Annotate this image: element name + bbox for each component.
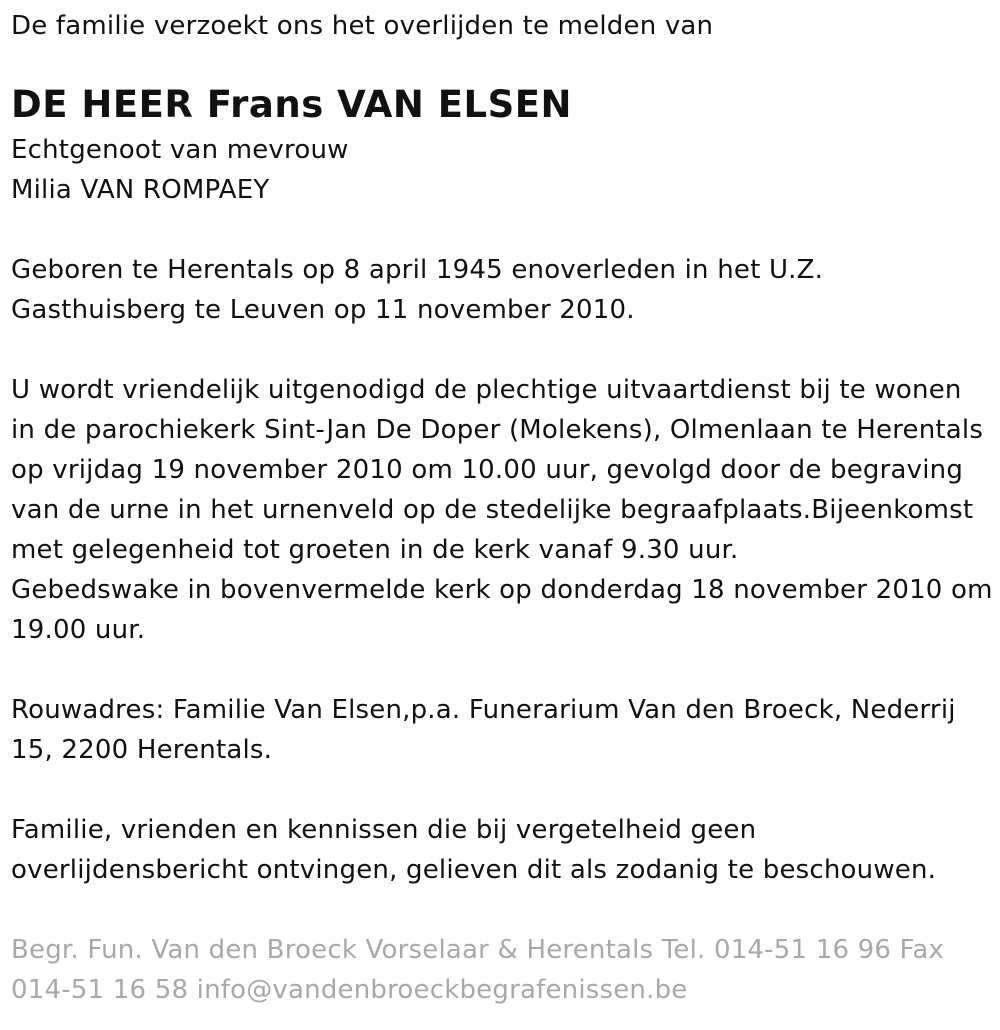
address-block xyxy=(11,690,996,770)
ceremony-line: met gelegenheid tot groeten in de kerk vanaf 9.30 uur. xyxy=(11,535,739,565)
ceremony-line: Gebedswake in bovenvermelde kerk op donderdag 18 november 2010 om xyxy=(11,575,993,605)
intro-text: De familie verzoekt ons het overlijden te melden van xyxy=(11,11,714,41)
spouse-line: Echtgenoot van mevrouw xyxy=(11,135,349,165)
ceremony-line: van de urne in het urnenveld op de stedelijke begraafplaats.Bijeenkomst xyxy=(11,495,974,525)
funeral-home-footer xyxy=(11,930,996,1010)
closing-line: overlijdensbericht ontvingen, gelieven dit als zodanig te beschouwen. xyxy=(11,855,937,885)
ceremony-line: op vrijdag 19 november 2010 om 10.00 uur, gevolgd door de begraving xyxy=(11,455,964,485)
address-line: 15, 2200 Herentals. xyxy=(11,735,273,765)
address-line: Rouwadres: Familie Van Elsen,p.a. Funerarium Van den Broeck, Nederrij xyxy=(11,695,956,725)
spouse-block xyxy=(11,130,996,210)
deceased-name: DE HEER Frans VAN ELSEN xyxy=(11,83,572,126)
spouse-line: Milia VAN ROMPAEY xyxy=(11,175,270,205)
ceremony-line: U wordt vriendelijk uitgenodigd de plechtige uitvaartdienst bij te wonen xyxy=(11,375,962,405)
birth-death-block xyxy=(11,250,996,330)
ceremony-line: 19.00 uur. xyxy=(11,615,146,645)
footer-line: 014-51 16 58 info@vandenbroeckbegrafenissen.be xyxy=(11,975,688,1005)
closing-block xyxy=(11,810,996,890)
ceremony-line: in de parochiekerk Sint-Jan De Doper (Molekens), Olmenlaan te Herentals xyxy=(11,415,984,445)
ceremony-block xyxy=(11,370,996,650)
death-notice xyxy=(11,0,996,1010)
birth-death-line: Gasthuisberg te Leuven op 11 november 2010. xyxy=(11,295,635,325)
closing-line: Familie, vrienden en kennissen die bij vergetelheid geen xyxy=(11,815,757,845)
footer-line: Begr. Fun. Van den Broeck Vorselaar & Herentals Tel. 014-51 16 96 Fax xyxy=(11,935,945,965)
birth-death-line: Geboren te Herentals op 8 april 1945 enoverleden in het U.Z. xyxy=(11,255,824,285)
